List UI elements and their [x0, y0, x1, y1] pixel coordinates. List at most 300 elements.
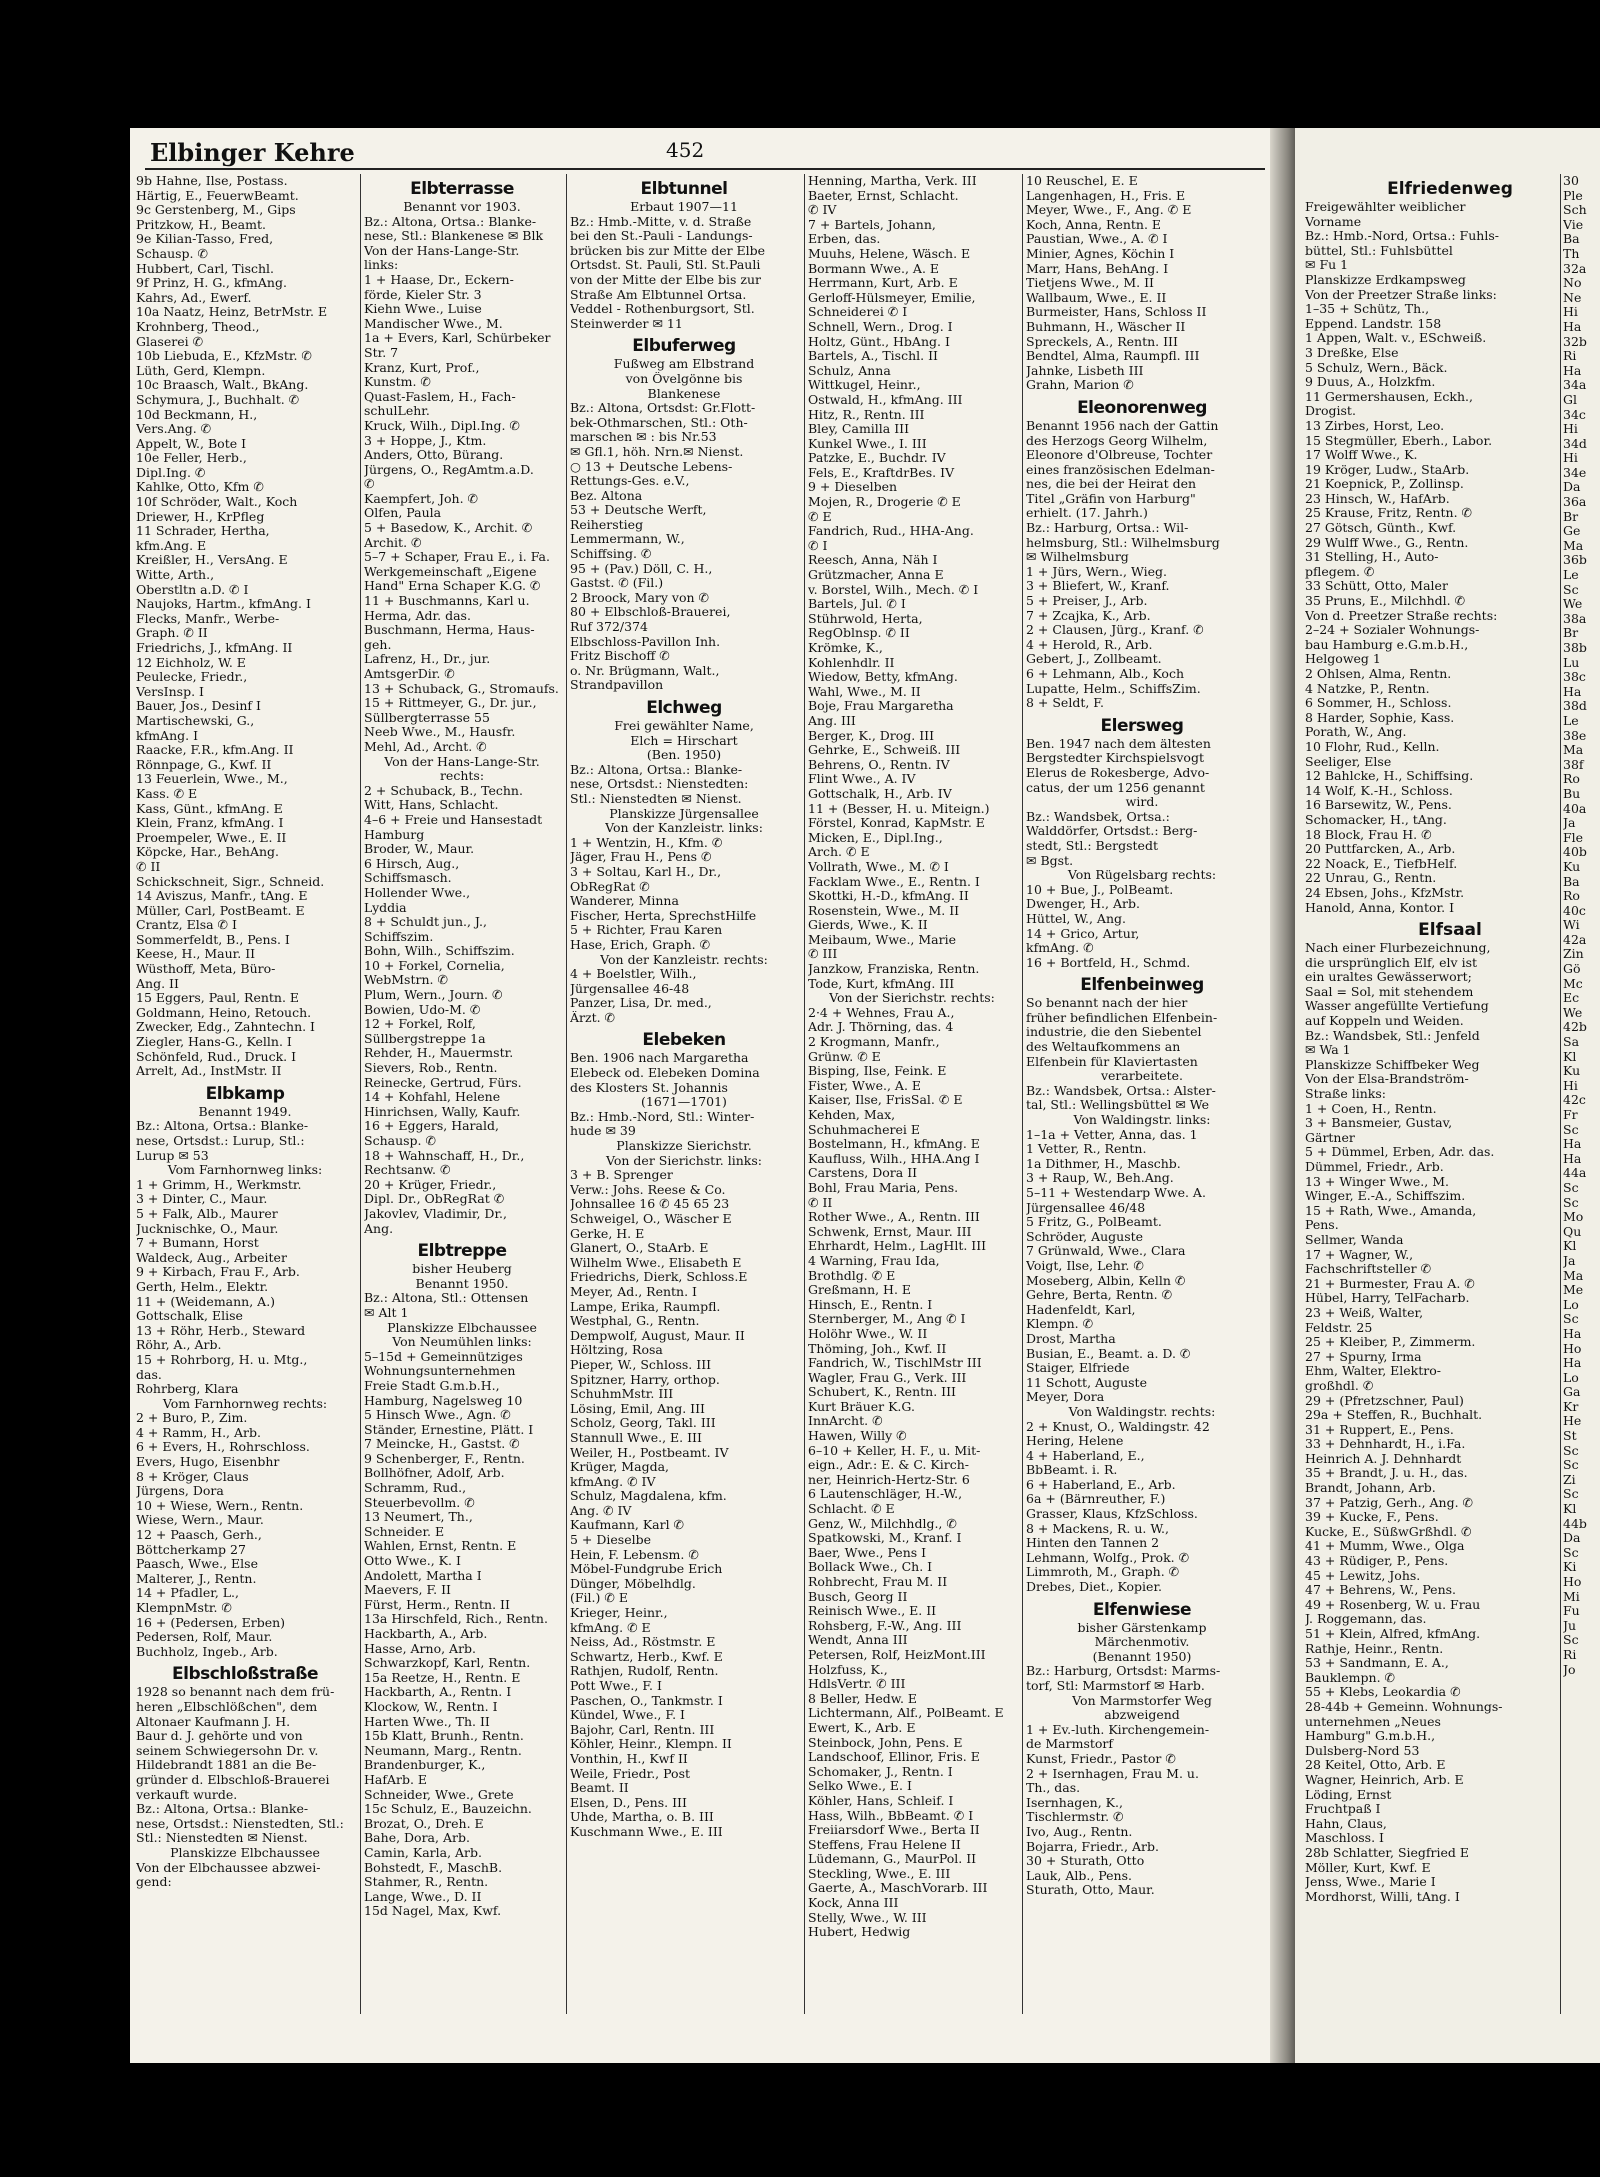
- directory-entry: Flint Wwe., A. IV: [808, 772, 916, 787]
- directory-entry: ✉ Gfl.1, höh. Nrn.✉ Nienst.: [570, 444, 744, 459]
- centered-note: wird.: [1125, 795, 1159, 810]
- directory-entry: Malterer, J., Rentn.: [136, 1571, 257, 1586]
- directory-entry: Klein, Franz, kfmAng. I: [136, 816, 284, 831]
- directory-entry: Witte, Arth.,: [136, 568, 215, 583]
- directory-entry: Kunstm. ✆: [364, 375, 431, 390]
- directory-entry: Evers, Hugo, Eisenbhr: [136, 1455, 280, 1470]
- directory-entry: stedt, Stl.: Bergstedt: [1026, 838, 1158, 853]
- street-heading: Elbtunnel: [640, 179, 728, 199]
- directory-entry: gründer d. Elbschloß-Brauerei: [136, 1772, 330, 1787]
- directory-entry: Kruck, Wilh., Dipl.Ing. ✆: [364, 418, 520, 433]
- directory-entry: 36b: [1563, 553, 1587, 568]
- directory-entry: Sturath, Otto, Maur.: [1026, 1883, 1155, 1898]
- directory-entry: Jürgensallee 46/48: [1026, 1200, 1146, 1215]
- directory-entry: Ang. ✆ IV: [570, 1503, 632, 1518]
- centered-note: Von Neumühlen links:: [392, 1335, 532, 1350]
- directory-entry: Schausp. ✆: [364, 1134, 436, 1148]
- directory-entry: ✆ E: [808, 509, 832, 524]
- centered-note: ✉ Wa 1: [1305, 1043, 1351, 1058]
- directory-entry: Klempn. ✆: [1026, 1317, 1094, 1332]
- directory-entry: Gerth, Helm., Elektr.: [136, 1279, 269, 1294]
- street-heading: Elfenbeinweg: [1080, 975, 1204, 996]
- directory-entry: Skottki, H.-D., kfmAng. II: [808, 889, 969, 904]
- directory-entry: Reinecke, Gertrud, Fürs.: [364, 1075, 522, 1090]
- directory-entry: Rother Wwe., A., Rentn. III: [808, 1210, 980, 1225]
- directory-entry: Neeb Wwe., M., Hausfr.: [364, 725, 516, 740]
- directory-entry: 17 Wolff Wwe., K.: [1305, 448, 1418, 463]
- directory-entry: 80 + Elbschloß-Brauerei,: [570, 605, 731, 620]
- directory-entry: 14 + Kohfahl, Helene: [364, 1090, 501, 1105]
- directory-entry: Sellmer, Wanda: [1305, 1232, 1404, 1247]
- directory-entry: Von d. Preetzer Straße rechts:: [1305, 608, 1498, 623]
- directory-entry: 31 Stelling, H., Auto-: [1305, 550, 1439, 565]
- directory-entry: So benannt nach der hier: [1026, 996, 1188, 1011]
- directory-entry: 5 + Preiser, J., Arb.: [1026, 594, 1148, 609]
- directory-entry: Erben, das.: [808, 232, 881, 247]
- directory-entry: Holöhr Wwe., W. II: [808, 1326, 928, 1341]
- directory-entry: 15 Eggers, Paul, Rentn. E: [136, 991, 300, 1006]
- directory-entry: AmtsgerDir. ✆: [364, 667, 455, 681]
- directory-entry: seinem Schwiegersohn Dr. v.: [136, 1743, 319, 1758]
- directory-entry: Krohnberg, Theod.,: [136, 319, 260, 334]
- directory-entry: 15 + Rittmeyer, G., Dr. jur.,: [364, 696, 537, 711]
- directory-entry: Harten Wwe., Th. II: [364, 1714, 490, 1729]
- directory-entry: Voigt, Ilse, Lehr. ✆: [1026, 1258, 1144, 1273]
- directory-entry: BbBeamt. i. R.: [1026, 1463, 1118, 1478]
- directory-entry: Schramm, Rud.,: [364, 1481, 467, 1496]
- directory-entry: Sc: [1563, 1180, 1579, 1195]
- directory-entry: Lo: [1563, 1370, 1579, 1385]
- directory-entry: Bauer, Jos., Desinf I: [136, 699, 261, 714]
- directory-entry: Eppend. Landstr. 158: [1305, 316, 1442, 331]
- directory-entry: 3 + Bansmeier, Gustav,: [1305, 1116, 1453, 1131]
- directory-entry: Weiler, H., Postbeamt. IV: [570, 1445, 729, 1460]
- directory-entry: 23 + Weiß, Walter,: [1305, 1305, 1424, 1320]
- directory-entry: Kiehn Wwe., Luise: [364, 302, 482, 317]
- directory-entry: Str. 7: [364, 345, 399, 360]
- directory-entry: Ki: [1563, 1560, 1577, 1575]
- directory-entry: ✆: [364, 477, 375, 492]
- directory-entry: Dwenger, H., Arb.: [1026, 897, 1140, 912]
- directory-entry: Proempeler, Wwe., E. II: [136, 830, 287, 845]
- directory-entry: 35 + Brandt, J. u. H., das.: [1305, 1466, 1468, 1481]
- directory-entry: 5 + Richter, Frau Karen: [570, 923, 723, 938]
- directory-entry: We: [1563, 597, 1583, 612]
- directory-entry: Moseberg, Albin, Kelln ✆: [1026, 1273, 1186, 1288]
- directory-entry: 9c Gerstenberg, M., Gips: [136, 203, 296, 218]
- directory-entry: Kl: [1563, 1049, 1577, 1064]
- centered-note: Planskizze Jürgensallee: [609, 806, 759, 821]
- directory-entry: Zi: [1563, 1472, 1576, 1487]
- directory-entry: Fandrich, W., TischlMstr III: [808, 1356, 982, 1371]
- directory-entry: Rettungs-Ges. e.V.,: [570, 474, 690, 489]
- directory-entry: Grasser, Klaus, KfzSchloss.: [1026, 1507, 1198, 1522]
- directory-entry: Sc: [1563, 1195, 1579, 1210]
- directory-entry: 3 + Hoppe, J., Ktm.: [364, 433, 487, 448]
- directory-entry: 8 + Kröger, Claus: [136, 1469, 249, 1484]
- directory-entry: Schulz, Anna: [808, 363, 891, 378]
- directory-entry: 13a Hirschfeld, Rich., Rentn.: [364, 1612, 548, 1627]
- directory-entry: Uhde, Martha, o. B. III: [570, 1810, 714, 1825]
- directory-entry: Steffens, Frau Helene II: [808, 1837, 961, 1852]
- directory-entry: 15 + Rohrborg, H. u. Mtg.,: [136, 1352, 308, 1367]
- directory-entry: 55 + Klebs, Leokardia ✆: [1305, 1685, 1461, 1700]
- directory-entry: kfmAng. I: [136, 728, 199, 743]
- street-heading: Elbuferweg: [632, 336, 736, 357]
- directory-entry: 49 + Rosenberg, W. u. Frau: [1305, 1597, 1481, 1612]
- street-heading: Elebeken: [642, 1030, 726, 1051]
- directory-entry: 2 Ohlsen, Alma, Rentn.: [1305, 667, 1452, 681]
- directory-entry: Jürgens, O., RegAmtm.a.D.: [364, 462, 534, 477]
- centered-note: Erbaut 1907—11: [630, 200, 738, 214]
- street-heading: Elfsaal: [1418, 920, 1482, 941]
- directory-entry: Ri: [1563, 1647, 1577, 1662]
- centered-note: Fußweg am Elbstrand: [613, 357, 755, 372]
- directory-entry: 4–6 + Freie und Hansestadt: [364, 812, 543, 827]
- directory-entry: Veddel - Rothenburgsort, Stl.: [570, 302, 755, 317]
- column-divider: [1022, 174, 1023, 2014]
- directory-entry: Kreißler, H., VersAng. E: [136, 553, 288, 568]
- directory-entry: 28-44b + Gemeinn. Wohnungs-: [1305, 1699, 1503, 1714]
- centered-note: verarbeitete.: [1100, 1069, 1184, 1084]
- directory-entry: Hamburg" G.m.b.H.,: [1305, 1729, 1436, 1744]
- directory-entry: 45 + Lewitz, Johs.: [1305, 1568, 1421, 1583]
- directory-entry: Kaufmann, Karl ✆: [570, 1518, 685, 1533]
- directory-entry: 5 Fritz, G., PolBeamt.: [1026, 1215, 1162, 1230]
- directory-entry: 1 + Wentzin, H., Kfm. ✆: [570, 835, 723, 850]
- directory-entry: Hildebrandt 1881 an die Be-: [136, 1758, 317, 1773]
- directory-entry: Wiese, Wern., Maur.: [136, 1513, 264, 1528]
- directory-entry: Waldeck, Aug., Arbeiter: [136, 1250, 287, 1265]
- directory-entry: Drebes, Diet., Kopier.: [1026, 1580, 1163, 1595]
- directory-entry: Weile, Friedr., Post: [570, 1766, 691, 1781]
- directory-entry: Ba: [1563, 232, 1580, 247]
- directory-entry: Rohbrecht, Frau M. II: [808, 1575, 948, 1589]
- directory-entry: Ga: [1563, 1385, 1581, 1400]
- directory-entry: Schiffsing. ✆: [570, 547, 652, 562]
- directory-entry: 40a: [1563, 801, 1587, 816]
- directory-entry: Vonthin, H., Kwf II: [570, 1751, 688, 1766]
- directory-entry: Gaerte, A., MaschVorarb. III: [808, 1881, 988, 1896]
- directory-entry: ✆ IV: [808, 203, 837, 218]
- directory-entry: Dümmel, Friedr., Arb.: [1305, 1160, 1444, 1174]
- directory-entry: 13 + Schuback, G., Stromaufs.: [364, 681, 559, 696]
- directory-entry: Fister, Wwe., A. E: [808, 1078, 922, 1093]
- directory-entry: 33 + Dehnhardt, H., i.Fa.: [1305, 1437, 1466, 1452]
- directory-entry: 8 + Seldt, F.: [1026, 696, 1105, 711]
- directory-entry: Le: [1563, 713, 1579, 728]
- directory-entry: Elsen, D., Pens. III: [570, 1795, 687, 1810]
- directory-entry: Wi: [1563, 918, 1580, 933]
- directory-entry: Lauk, Alb., Pens.: [1026, 1868, 1132, 1883]
- directory-entry: Elfenbein für Klaviertasten: [1026, 1054, 1198, 1069]
- directory-entry: Ostwald, H., kfmAng. III: [808, 392, 963, 407]
- directory-entry: Saal = Sol, mit stehendem: [1305, 984, 1474, 999]
- directory-entry: Thöming, Joh., Kwf. II: [808, 1341, 947, 1356]
- directory-entry: Ang. III: [808, 713, 856, 728]
- directory-entry: ✆ II: [808, 1195, 833, 1210]
- directory-entry: Röhr, A., Arb.: [136, 1338, 222, 1353]
- directory-entry: 34d: [1563, 436, 1587, 451]
- directory-entry: 6 + Haberland, E., Arb.: [1026, 1477, 1176, 1492]
- directory-entry: Ho: [1563, 1575, 1582, 1589]
- directory-entry: Schwartz, Herb., Kwf. E: [570, 1649, 723, 1664]
- directory-entry: Verw.: Johs. Reese & Co.: [570, 1182, 726, 1197]
- directory-entry: Schymura, J., Buchhalt. ✆: [136, 392, 300, 407]
- directory-entry: Schröder, Auguste: [1026, 1229, 1144, 1244]
- directory-entry: Th., das.: [1026, 1781, 1081, 1796]
- directory-entry: 1–1a + Vetter, Anna, das. 1: [1026, 1127, 1198, 1142]
- directory-entry: Bollhöfner, Adolf, Arb.: [364, 1466, 505, 1481]
- directory-entry: Bz.: Altona, Ortsa.: Blanke-: [364, 214, 537, 229]
- directory-entry: Hollender Wwe.,: [364, 885, 471, 900]
- directory-entry: Steinwerder ✉ 11: [570, 316, 683, 331]
- directory-entry: auf Koppeln und Weiden.: [1305, 1014, 1464, 1029]
- directory-entry: Fürst, Herm., Rentn. II: [364, 1597, 510, 1612]
- directory-entry: Ro: [1563, 889, 1580, 904]
- directory-entry: Graph. ✆ II: [136, 626, 208, 641]
- directory-entry: Spitzner, Harry, orthop.: [570, 1372, 720, 1387]
- directory-entry: J. Roggemann, das.: [1305, 1612, 1427, 1627]
- directory-entry: 47 + Behrens, W., Pens.: [1305, 1583, 1457, 1598]
- directory-entry: Steinbock, John, Pens. E: [808, 1735, 963, 1750]
- directory-entry: 1 Vetter, R., Rentn.: [1026, 1142, 1147, 1157]
- directory-entry: Elebeck od. Elebeken Domina: [570, 1066, 760, 1081]
- directory-entry: Klockow, W., Rentn. I: [364, 1699, 498, 1714]
- directory-entry: Brandt, Johann, Arb.: [1305, 1481, 1436, 1496]
- directory-entry: Kunkel Wwe., I. III: [808, 436, 927, 451]
- directory-entry: Elbschloss-Pavillon Inh.: [570, 634, 721, 649]
- directory-entry: nese, Ortsdst.: Nienstedten:: [570, 777, 749, 792]
- directory-entry: Ku: [1563, 1064, 1581, 1079]
- directory-entry: schulLehr.: [364, 404, 430, 419]
- directory-entry: Baur d. J. gehörte und von: [136, 1729, 303, 1744]
- directory-entry: Sievers, Rob., Rentn.: [364, 1061, 498, 1076]
- directory-entry: Sch: [1563, 203, 1587, 218]
- directory-entry: Köpcke, Har., BehAng.: [136, 845, 280, 860]
- directory-entry: Tode, Kurt, kfmAng. III: [808, 976, 955, 991]
- directory-entry: Mc: [1563, 976, 1583, 991]
- directory-entry: Lange, Wwe., D. II: [364, 1889, 482, 1904]
- centered-note: Planskizze Elbchaussee: [170, 1845, 320, 1860]
- centered-note: Von Waldingstr. rechts:: [1068, 1404, 1216, 1419]
- centered-note: Frei gewählter Name,: [614, 719, 754, 733]
- directory-entry: Brozat, O., Dreh. E: [364, 1816, 484, 1831]
- centered-note: Freigewählter weiblicher: [1305, 200, 1466, 214]
- directory-entry: 32b: [1563, 334, 1587, 349]
- directory-entry: 42b: [1563, 1020, 1587, 1035]
- directory-entry: Baer, Wwe., Pens I: [808, 1545, 927, 1560]
- directory-entry: 3 Dreßke, Else: [1305, 345, 1399, 360]
- directory-entry: Ha: [1563, 1326, 1582, 1341]
- directory-entry: Busch, Georg II: [808, 1589, 908, 1604]
- directory-entry: 1a Dithmer, H., Maschb.: [1026, 1156, 1181, 1171]
- directory-entry: 7 + Bartels, Johann,: [808, 217, 936, 232]
- directory-entry: 2 + Buro, P., Zim.: [136, 1411, 248, 1426]
- directory-entry: Hübel, Harry, TelFacharb.: [1305, 1291, 1470, 1306]
- directory-entry: Schlacht. ✆ E: [808, 1502, 895, 1517]
- directory-entry: 9 + Dieselben: [808, 480, 898, 495]
- directory-entry: Freie Stadt G.m.b.H.,: [364, 1378, 500, 1393]
- directory-entry: Kahrs, Ad., Ewerf.: [136, 290, 252, 305]
- directory-entry: ✉ Wilhelmsburg: [1026, 550, 1129, 565]
- directory-entry: ✆ I: [808, 538, 828, 553]
- directory-entry: Bohl, Frau Maria, Pens.: [808, 1180, 959, 1195]
- directory-entry: Andolett, Martha I: [364, 1568, 482, 1583]
- directory-entry: 22 Unrau, G., Rentn.: [1305, 871, 1437, 886]
- directory-entry: Heinrich A. J. Dehnhardt: [1305, 1451, 1462, 1466]
- directory-entry: 14 Wolf, K.-H., Schloss.: [1305, 783, 1453, 798]
- directory-entry: 38a: [1563, 611, 1587, 626]
- directory-entry: Rathjen, Rudolf, Rentn.: [570, 1664, 719, 1679]
- directory-entry: Schulz, Magdalena, kfm.: [570, 1489, 727, 1504]
- directory-entry: Hinrichsen, Wally, Kaufr.: [364, 1104, 521, 1119]
- directory-entry: 34c: [1563, 407, 1586, 422]
- directory-entry: Gastst. ✆ (Fil.): [570, 576, 664, 591]
- directory-entry: 9 Duus, A., Holzkfm.: [1305, 375, 1436, 390]
- directory-entry: Hanold, Anna, Kontor. I: [1305, 900, 1455, 915]
- directory-entry: 1 + Ev.-luth. Kirchengemein-: [1026, 1722, 1210, 1737]
- directory-entry: Nach einer Flurbezeichnung,: [1305, 941, 1491, 956]
- directory-entry: Feldstr. 25: [1305, 1320, 1373, 1335]
- directory-entry: 8 + Mackens, R. u. W.,: [1026, 1521, 1169, 1536]
- directory-entry: Sc: [1563, 1443, 1579, 1458]
- directory-entry: Flecks, Manfr., Werbe-: [136, 611, 280, 626]
- directory-entry: Hubert, Hedwig: [808, 1925, 911, 1940]
- directory-entry: 23 Hinsch, W., HafArb.: [1305, 491, 1450, 506]
- directory-entry: Sc: [1563, 1545, 1579, 1560]
- centered-note: Planskizze Erdkampsweg: [1305, 272, 1466, 287]
- directory-column-1: [136, 174, 354, 1890]
- directory-entry: Arrelt, Ad., InstMstr. II: [136, 1064, 282, 1079]
- directory-entry: He: [1563, 1414, 1582, 1429]
- directory-entry: Janzkow, Franziska, Rentn.: [808, 962, 980, 977]
- directory-entry: förde, Kieler Str. 3: [364, 287, 482, 302]
- directory-entry: Qu: [1563, 1224, 1582, 1239]
- directory-entry: Reiherstieg: [570, 517, 644, 532]
- directory-entry: ✉ Bgst.: [1026, 853, 1074, 868]
- directory-entry: 13 Neumert, Th.,: [364, 1510, 473, 1525]
- directory-entry: Sc: [1563, 1312, 1579, 1327]
- directory-entry: Patzke, E., Buchdr. IV: [808, 451, 946, 466]
- directory-entry: 5 + Basedow, K., Archit. ✆: [364, 521, 533, 536]
- directory-entry: Schomaker, J., Rentn. I: [808, 1764, 953, 1779]
- directory-entry: Minier, Agnes, Köchin I: [1026, 246, 1175, 261]
- directory-entry: Schomacker, H., tAng.: [1305, 812, 1447, 827]
- directory-entry: Drost, Martha: [1026, 1331, 1116, 1346]
- directory-entry: Brandenburger, K.,: [364, 1758, 486, 1773]
- directory-entry: 42a: [1563, 932, 1587, 947]
- centered-note: (1671—1701): [641, 1095, 727, 1110]
- directory-entry: Kündel, Wwe., F. I: [570, 1708, 685, 1723]
- directory-entry: 22 Noack, E., TiefbHelf.: [1305, 856, 1458, 871]
- directory-entry: Jenss, Wwe., Marie I: [1305, 1875, 1436, 1890]
- centered-note: von Övelgönne bis: [625, 371, 743, 386]
- directory-entry: 10c Braasch, Walt., BkAng.: [136, 378, 309, 393]
- directory-entry: Stührwold, Herta,: [808, 611, 923, 626]
- directory-entry: Bz.: Wandsbek, Ortsa.: Alster-: [1026, 1083, 1216, 1098]
- directory-entry: v. Borstel, Wilh., Mech. ✆ I: [808, 582, 979, 597]
- directory-entry: 1 + Coen, H., Rentn.: [1305, 1101, 1437, 1116]
- directory-entry: eign., Adr.: E. & C. Kirch-: [808, 1458, 969, 1473]
- directory-entry: 10e Feller, Herb.,: [136, 451, 247, 466]
- directory-entry: Berger, K., Drog. III: [808, 728, 935, 743]
- directory-entry: Pott Wwe., F. I: [570, 1679, 662, 1693]
- directory-entry: 37 + Patzig, Gerh., Ang. ✆: [1305, 1495, 1474, 1510]
- directory-entry: 21 Koepnick, P., Zollinsp.: [1305, 477, 1464, 492]
- directory-entry: Ha: [1563, 1356, 1582, 1371]
- directory-entry: Schönfeld, Rud., Druck. I: [136, 1049, 297, 1064]
- directory-entry: Krömke, K.,: [808, 641, 883, 655]
- centered-note: bisher Gärstenkamp: [1077, 1620, 1207, 1635]
- centered-note: Von Rügelsbarg rechts:: [1067, 868, 1217, 883]
- directory-entry: Maschloss. I: [1305, 1831, 1384, 1846]
- directory-entry: Von der Hans-Lange-Str.: [364, 243, 520, 258]
- directory-entry: Mo: [1563, 1210, 1584, 1225]
- centered-note: Benannt 1950.: [415, 1276, 509, 1291]
- directory-entry: 10 + Forkel, Cornelia,: [364, 958, 505, 973]
- directory-entry: Kucke, E., SüßwGrßhdl. ✆: [1305, 1524, 1472, 1539]
- directory-entry: 11 Schrader, Hertha,: [136, 524, 270, 539]
- directory-entry: Goldmann, Heino, Retouch.: [136, 1005, 312, 1020]
- directory-entry: Meibaum, Wwe., Marie: [808, 932, 956, 947]
- directory-entry: Schneider, Wwe., Grete: [364, 1787, 514, 1802]
- directory-entry: 38c: [1563, 670, 1586, 685]
- directory-entry: Gottschalk, Elise: [136, 1309, 243, 1324]
- directory-entry: 15 Stegmüller, Eberh., Labor.: [1305, 433, 1493, 448]
- directory-entry: Kaufluss, Wilh., HHA.Ang I: [808, 1151, 980, 1166]
- directory-entry: 17 + Wagner, W.,: [1305, 1247, 1414, 1262]
- directory-entry: Gerloff-Hülsmeyer, Emilie,: [808, 290, 976, 305]
- directory-entry: Burmeister, Hans, Schloss II: [1026, 305, 1207, 320]
- directory-entry: Jürgens, Dora: [136, 1484, 224, 1499]
- directory-entry: Grahn, Marion ✆: [1026, 378, 1134, 393]
- directory-entry: Rechtsanw. ✆: [364, 1163, 451, 1178]
- centered-note: Benannt vor 1903.: [403, 200, 521, 214]
- directory-entry: Panzer, Lisa, Dr. med.,: [570, 996, 712, 1011]
- directory-entry: Da: [1563, 480, 1581, 495]
- directory-entry: 34e: [1563, 465, 1587, 480]
- directory-entry: Kaempfert, Joh. ✆: [364, 491, 479, 506]
- directory-entry: Bz.: Wandsbek, Ortsa.:: [1026, 809, 1170, 824]
- directory-entry: 11 + (Weidemann, A.): [136, 1294, 276, 1309]
- directory-entry: Quast-Faslem, H., Fach-: [364, 389, 516, 404]
- directory-entry: Ma: [1563, 743, 1584, 758]
- directory-entry: Sc: [1563, 1122, 1579, 1137]
- directory-entry: 51 + Klein, Alfred, kfmAng.: [1305, 1627, 1481, 1641]
- directory-entry: links:: [364, 258, 399, 273]
- centered-note: Planskizze Sierichstr.: [616, 1139, 752, 1154]
- directory-entry: 3 + Soltau, Karl H., Dr.,: [570, 864, 722, 879]
- directory-entry: 1 + Grimm, H., Werkmstr.: [136, 1177, 302, 1192]
- column-divider: [804, 174, 805, 2014]
- directory-entry: Stl.: Nienstedten ✉ Nienst.: [570, 791, 742, 806]
- directory-entry: 8 Beller, Hedw. E: [808, 1691, 918, 1706]
- directory-entry: RegOblnsp. ✆ II: [808, 626, 910, 641]
- directory-entry: 14 Aviszus, Manfr., tAng. E: [136, 889, 308, 904]
- directory-entry: heren „Elbschlößchen", dem: [136, 1699, 318, 1714]
- directory-entry: 2 + Knust, O., Waldingstr. 42: [1026, 1419, 1210, 1434]
- directory-entry: ✉ Alt 1: [364, 1305, 409, 1320]
- directory-entry: Schwarzkopf, Karl, Rentn.: [364, 1656, 531, 1671]
- directory-entry: Maevers, F. II: [364, 1583, 451, 1598]
- directory-column-2: [364, 174, 560, 1919]
- directory-entry: Hase, Erich, Graph. ✆: [570, 937, 711, 952]
- directory-entry: Keese, H., Maur. II: [136, 947, 256, 962]
- directory-entry: Kurt Bräuer K.G.: [808, 1399, 915, 1414]
- directory-entry: Meyer, Ad., Rentn. I: [570, 1284, 697, 1299]
- directory-entry: 29 + (Pfretzschner, Paul): [1305, 1393, 1464, 1408]
